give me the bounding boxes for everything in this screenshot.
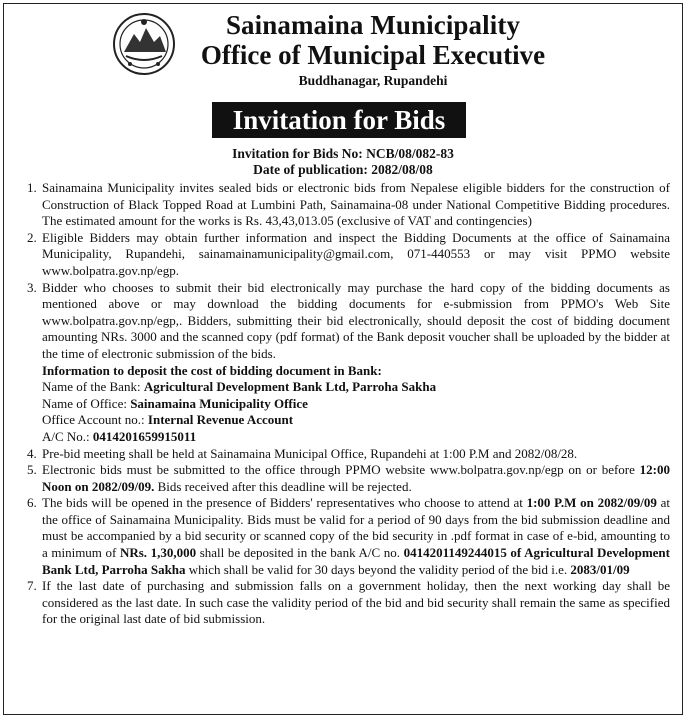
letterhead [4,10,682,90]
list-item: 3. Bidder who chooses to submit their bid electronically may purchase the hard copy of the bidding documents as mentioned above or may download the bidding documents for e-submission from PPMO's Web Site www.bolpatra.gov.np/egp,. Bidders, submitting their bid electronically, should deposit the cost of bidding document amounting NRs. 3000 and the scanned copy (pdf format) of the Bank deposit voucher shall be uploaded by the bidder at the time of electronic submission of the bids. Information to deposit the cost of bidding document in Bank: Name of the Bank: Agricultural Development Bank Ltd, Parroha Sakha Name of Office: Sainamaina Municipality Office Office Account no.: Internal Revenue Account A/C No.: 0414201659915011 [40,280,670,446]
notice-page [3,3,683,715]
municipality-name: Sainamaina Municipality [225,10,521,40]
office-row: Name of Office: Sainamaina Municipality Office [42,395,308,411]
list-item: 5. Electronic bids must be submitted to the office through PPMO website www.bolpatra.gov.np/egp on or before 12:00 Noon on 2082/09/09. Bids received after this deadline will be rejected. [40,462,670,495]
bid-reference [4,146,682,178]
list-item: 4. Pre-bid meeting shall be held at Sainamaina Municipal Office, Rupandehi at 1:00 P.M and 2082/08/28. [40,446,670,463]
bank-name-row: Name of the Bank: Agricultural Development Bank Ltd, Parroha Sakha [42,379,437,395]
bank-details [42,363,670,446]
list-item: 6. The bids will be opened in the presence of Bidders' representatives who choose to attend at 1:00 P.M on 2082/09/09 at the office of Sainamaina Municipality. Bids must be valid for a period of 90 days from the bid submission deadline and must be accompanied by a bid security or scanned copy of the bid security in .pdf format in case of e-bid, amounting to a minimum of NRs. 1,30,000 shall be deposited in the bank A/C no. 0414201149244015 of Agricultural Development Bank Ltd, Parroha Sakha which shall be valid for 30 days beyond the validity period of the bid i.e. 2083/01/09 [40,495,670,578]
office-address: Buddhanagar, Rupandehi [298,73,448,88]
notice-body [14,180,670,628]
list-item: 7. If the last date of purchasing and submission falls on a government holiday, then the next working day shall be considered as the last date. In such case the validity period of the bid and bid security shall remain the same as specified for the original last date of bid submission. [40,578,670,628]
publication-date: Date of publication: 2082/08/08 [253,162,433,177]
ac-number-row: A/C No.: 0414201659915011 [42,428,197,444]
list-item: 2. Eligible Bidders may obtain further information and inspect the Bidding Documents at the office of Sainamaina Municipality, Rupandehi, sainamainamunicipality@gmail.com, 071-440553 or may visit PPMO website www.bolpatra.gov.np/egp. [40,230,670,280]
account-row: Office Account no.: Internal Revenue Account [42,412,294,428]
notice-title: Invitation for Bids [212,102,466,138]
bid-number: Invitation for Bids No: NCB/08/082-83 [232,146,454,161]
list-item: 1. Sainamaina Municipality invites sealed bids or electronic bids from Nepalese eligible bidders for the construction of Construction of Black Topped Road at Lumbini Path, Sainamaina-08 under National Competitive Bidding procedures. The estimated amount for the works is Rs. 43,43,013.05 (exclusive of VAT and contingencies) [40,180,670,230]
bank-heading: Information to deposit the cost of bidding document in Bank: [42,362,382,378]
office-name: Office of Municipal Executive [200,40,546,70]
